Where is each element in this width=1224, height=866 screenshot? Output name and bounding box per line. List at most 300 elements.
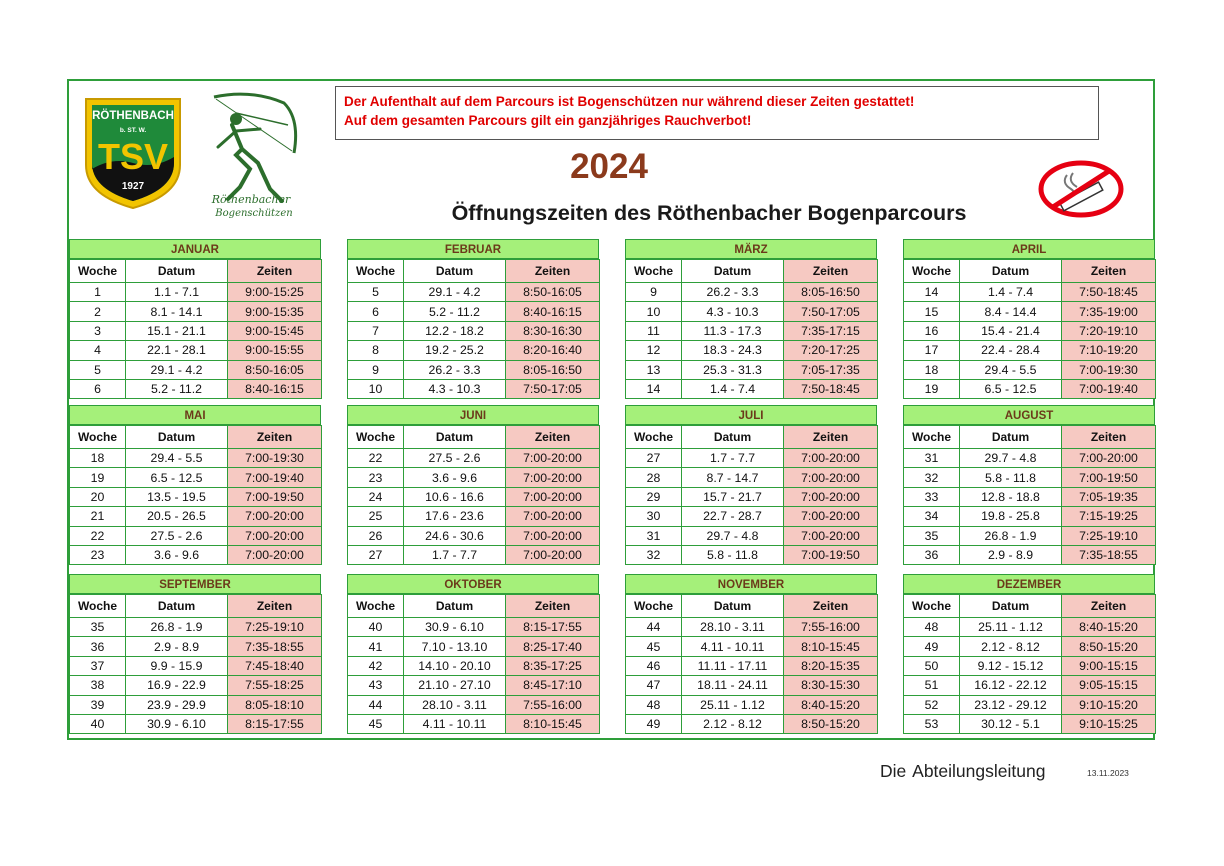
time-cell: 8:40-15:20 bbox=[784, 695, 878, 714]
year-heading: 2024 bbox=[570, 147, 648, 186]
table-row bbox=[904, 341, 1156, 360]
date-header: Datum bbox=[960, 260, 1062, 283]
time-cell: 8:50-15:20 bbox=[784, 714, 878, 733]
week-cell: 49 bbox=[904, 637, 960, 656]
table-header-row bbox=[904, 426, 1156, 449]
month-table bbox=[347, 594, 600, 734]
month-title: OKTOBER bbox=[347, 574, 599, 594]
time-cell: 8:30-16:30 bbox=[506, 321, 600, 340]
time-cell: 7:45-18:40 bbox=[228, 656, 322, 675]
notice-box bbox=[335, 86, 1099, 140]
table-row bbox=[348, 695, 600, 714]
month-block bbox=[347, 405, 599, 565]
week-cell: 16 bbox=[904, 321, 960, 340]
table-header-row bbox=[626, 260, 878, 283]
time-cell: 7:00-20:00 bbox=[506, 526, 600, 545]
time-cell: 7:00-19:40 bbox=[1062, 379, 1156, 398]
time-header: Zeiten bbox=[784, 260, 878, 283]
date-header: Datum bbox=[960, 426, 1062, 449]
svg-text:1927: 1927 bbox=[121, 181, 145, 192]
date-cell: 16.9 - 22.9 bbox=[126, 676, 228, 695]
table-header-row bbox=[626, 426, 878, 449]
time-cell: 7:35-18:55 bbox=[228, 637, 322, 656]
week-cell: 45 bbox=[626, 637, 682, 656]
week-cell: 30 bbox=[626, 507, 682, 526]
table-row bbox=[348, 487, 600, 506]
time-header: Zeiten bbox=[228, 595, 322, 618]
week-cell: 25 bbox=[348, 507, 404, 526]
week-cell: 5 bbox=[70, 360, 126, 379]
month-block bbox=[69, 239, 321, 399]
svg-text:Röthenbacher: Röthenbacher bbox=[211, 193, 291, 206]
date-cell: 2.9 - 8.9 bbox=[126, 637, 228, 656]
week-cell: 49 bbox=[626, 714, 682, 733]
week-cell: 20 bbox=[70, 487, 126, 506]
time-cell: 9:10-15:25 bbox=[1062, 714, 1156, 733]
date-cell: 13.5 - 19.5 bbox=[126, 487, 228, 506]
date-header: Datum bbox=[682, 595, 784, 618]
svg-text:b. ST. W.: b. ST. W. bbox=[119, 127, 147, 134]
table-header-row bbox=[904, 595, 1156, 618]
table-row bbox=[626, 545, 878, 564]
date-cell: 30.9 - 6.10 bbox=[404, 618, 506, 637]
table-row bbox=[348, 283, 600, 302]
time-cell: 8:05-16:50 bbox=[784, 283, 878, 302]
date-cell: 25.11 - 1.12 bbox=[682, 695, 784, 714]
time-cell: 7:10-19:20 bbox=[1062, 341, 1156, 360]
time-cell: 7:25-19:10 bbox=[228, 618, 322, 637]
date-header: Datum bbox=[404, 595, 506, 618]
date-cell: 29.4 - 5.5 bbox=[960, 360, 1062, 379]
week-cell: 37 bbox=[70, 656, 126, 675]
table-row bbox=[904, 637, 1156, 656]
week-cell: 2 bbox=[70, 302, 126, 321]
time-header: Zeiten bbox=[506, 260, 600, 283]
week-cell: 9 bbox=[348, 360, 404, 379]
date-header: Datum bbox=[404, 260, 506, 283]
date-cell: 10.6 - 16.6 bbox=[404, 487, 506, 506]
time-cell: 9:00-15:35 bbox=[228, 302, 322, 321]
time-header: Zeiten bbox=[228, 426, 322, 449]
table-row bbox=[70, 618, 322, 637]
table-row bbox=[904, 618, 1156, 637]
time-cell: 7:55-16:00 bbox=[506, 695, 600, 714]
month-block bbox=[903, 574, 1155, 734]
week-header: Woche bbox=[904, 260, 960, 283]
time-cell: 8:25-17:40 bbox=[506, 637, 600, 656]
date-cell: 1.1 - 7.1 bbox=[126, 283, 228, 302]
week-cell: 52 bbox=[904, 695, 960, 714]
table-row bbox=[904, 449, 1156, 468]
date-cell: 25.3 - 31.3 bbox=[682, 360, 784, 379]
week-cell: 13 bbox=[626, 360, 682, 379]
date-cell: 21.10 - 27.10 bbox=[404, 676, 506, 695]
week-cell: 32 bbox=[904, 468, 960, 487]
week-cell: 8 bbox=[348, 341, 404, 360]
month-table bbox=[69, 594, 322, 734]
week-cell: 6 bbox=[70, 379, 126, 398]
date-cell: 18.3 - 24.3 bbox=[682, 341, 784, 360]
date-cell: 27.5 - 2.6 bbox=[404, 449, 506, 468]
date-cell: 28.10 - 3.11 bbox=[404, 695, 506, 714]
time-cell: 7:00-19:30 bbox=[1062, 360, 1156, 379]
date-cell: 22.4 - 28.4 bbox=[960, 341, 1062, 360]
table-row bbox=[348, 379, 600, 398]
table-row bbox=[626, 379, 878, 398]
week-cell: 41 bbox=[348, 637, 404, 656]
week-header: Woche bbox=[904, 595, 960, 618]
date-header: Datum bbox=[682, 260, 784, 283]
table-row bbox=[348, 656, 600, 675]
table-row bbox=[626, 656, 878, 675]
week-header: Woche bbox=[626, 426, 682, 449]
date-cell: 26.8 - 1.9 bbox=[960, 526, 1062, 545]
week-cell: 10 bbox=[626, 302, 682, 321]
date-cell: 3.6 - 9.6 bbox=[126, 545, 228, 564]
table-row bbox=[70, 360, 322, 379]
date-cell: 29.7 - 4.8 bbox=[960, 449, 1062, 468]
table-row bbox=[904, 676, 1156, 695]
week-cell: 27 bbox=[626, 449, 682, 468]
time-cell: 7:55-18:25 bbox=[228, 676, 322, 695]
date-cell: 27.5 - 2.6 bbox=[126, 526, 228, 545]
date-cell: 5.8 - 11.8 bbox=[682, 545, 784, 564]
table-row bbox=[70, 468, 322, 487]
table-row bbox=[904, 379, 1156, 398]
page-title: Öffnungszeiten des Röthenbacher Bogenparcours bbox=[451, 201, 967, 225]
table-row bbox=[626, 487, 878, 506]
month-title: JUNI bbox=[347, 405, 599, 425]
week-cell: 28 bbox=[626, 468, 682, 487]
date-cell: 29.7 - 4.8 bbox=[682, 526, 784, 545]
date-cell: 1.4 - 7.4 bbox=[682, 379, 784, 398]
time-cell: 7:00-20:00 bbox=[228, 526, 322, 545]
month-block bbox=[625, 574, 877, 734]
month-table bbox=[625, 594, 878, 734]
table-row bbox=[348, 526, 600, 545]
table-row bbox=[70, 379, 322, 398]
table-row bbox=[904, 507, 1156, 526]
table-row bbox=[70, 714, 322, 733]
week-cell: 14 bbox=[626, 379, 682, 398]
table-row bbox=[904, 545, 1156, 564]
week-header: Woche bbox=[70, 260, 126, 283]
date-cell: 25.11 - 1.12 bbox=[960, 618, 1062, 637]
week-header: Woche bbox=[348, 260, 404, 283]
time-cell: 8:40-15:20 bbox=[1062, 618, 1156, 637]
date-cell: 14.10 - 20.10 bbox=[404, 656, 506, 675]
time-cell: 7:00-20:00 bbox=[784, 449, 878, 468]
week-cell: 44 bbox=[348, 695, 404, 714]
week-cell: 44 bbox=[626, 618, 682, 637]
date-cell: 4.3 - 10.3 bbox=[404, 379, 506, 398]
time-cell: 7:05-19:35 bbox=[1062, 487, 1156, 506]
date-cell: 8.1 - 14.1 bbox=[126, 302, 228, 321]
week-cell: 29 bbox=[626, 487, 682, 506]
week-cell: 19 bbox=[70, 468, 126, 487]
signature: Die Abteilungsleitung bbox=[880, 761, 1046, 781]
week-cell: 21 bbox=[70, 507, 126, 526]
month-title: DEZEMBER bbox=[903, 574, 1155, 594]
time-cell: 7:00-19:50 bbox=[228, 487, 322, 506]
table-row bbox=[70, 449, 322, 468]
month-block bbox=[625, 405, 877, 565]
table-row bbox=[626, 449, 878, 468]
month-title: NOVEMBER bbox=[625, 574, 877, 594]
month-title: JANUAR bbox=[69, 239, 321, 259]
month-title: AUGUST bbox=[903, 405, 1155, 425]
date-cell: 3.6 - 9.6 bbox=[404, 468, 506, 487]
time-cell: 8:10-15:45 bbox=[506, 714, 600, 733]
time-cell: 7:00-20:00 bbox=[228, 545, 322, 564]
month-block bbox=[69, 574, 321, 734]
date-cell: 2.9 - 8.9 bbox=[960, 545, 1062, 564]
week-cell: 38 bbox=[70, 676, 126, 695]
time-cell: 8:50-15:20 bbox=[1062, 637, 1156, 656]
week-cell: 5 bbox=[348, 283, 404, 302]
svg-text:RÖTHENBACH: RÖTHENBACH bbox=[92, 110, 174, 122]
week-header: Woche bbox=[348, 595, 404, 618]
date-cell: 28.10 - 3.11 bbox=[682, 618, 784, 637]
date-cell: 26.8 - 1.9 bbox=[126, 618, 228, 637]
date-cell: 2.12 - 8.12 bbox=[960, 637, 1062, 656]
time-cell: 8:15-17:55 bbox=[506, 618, 600, 637]
time-cell: 9:10-15:20 bbox=[1062, 695, 1156, 714]
week-header: Woche bbox=[904, 426, 960, 449]
table-row bbox=[626, 302, 878, 321]
time-cell: 7:55-16:00 bbox=[784, 618, 878, 637]
week-cell: 6 bbox=[348, 302, 404, 321]
date-cell: 5.2 - 11.2 bbox=[404, 302, 506, 321]
week-cell: 31 bbox=[626, 526, 682, 545]
table-row bbox=[70, 545, 322, 564]
table-row bbox=[904, 302, 1156, 321]
date-cell: 15.7 - 21.7 bbox=[682, 487, 784, 506]
month-title: MAI bbox=[69, 405, 321, 425]
date-cell: 23.12 - 29.12 bbox=[960, 695, 1062, 714]
table-row bbox=[348, 545, 600, 564]
table-row bbox=[904, 714, 1156, 733]
table-row bbox=[348, 449, 600, 468]
time-cell: 7:35-18:55 bbox=[1062, 545, 1156, 564]
month-table bbox=[903, 425, 1156, 565]
table-row bbox=[626, 360, 878, 379]
table-row bbox=[904, 321, 1156, 340]
table-row bbox=[904, 695, 1156, 714]
date-cell: 18.11 - 24.11 bbox=[682, 676, 784, 695]
table-row bbox=[70, 321, 322, 340]
time-cell: 7:00-20:00 bbox=[506, 507, 600, 526]
week-cell: 18 bbox=[904, 360, 960, 379]
week-cell: 12 bbox=[626, 341, 682, 360]
time-cell: 7:50-17:05 bbox=[784, 302, 878, 321]
date-cell: 7.10 - 13.10 bbox=[404, 637, 506, 656]
tsv-club-logo bbox=[82, 95, 184, 211]
date-cell: 20.5 - 26.5 bbox=[126, 507, 228, 526]
week-cell: 46 bbox=[626, 656, 682, 675]
time-cell: 8:45-17:10 bbox=[506, 676, 600, 695]
table-row bbox=[626, 507, 878, 526]
date-cell: 30.9 - 6.10 bbox=[126, 714, 228, 733]
time-header: Zeiten bbox=[1062, 426, 1156, 449]
week-cell: 40 bbox=[348, 618, 404, 637]
week-cell: 53 bbox=[904, 714, 960, 733]
date-cell: 2.12 - 8.12 bbox=[682, 714, 784, 733]
table-row bbox=[904, 468, 1156, 487]
date-header: Datum bbox=[682, 426, 784, 449]
table-row bbox=[626, 714, 878, 733]
date-cell: 23.9 - 29.9 bbox=[126, 695, 228, 714]
date-cell: 5.8 - 11.8 bbox=[960, 468, 1062, 487]
month-title: FEBRUAR bbox=[347, 239, 599, 259]
table-row bbox=[70, 283, 322, 302]
time-cell: 7:00-19:40 bbox=[228, 468, 322, 487]
week-cell: 15 bbox=[904, 302, 960, 321]
date-cell: 1.7 - 7.7 bbox=[682, 449, 784, 468]
time-cell: 8:30-15:30 bbox=[784, 676, 878, 695]
week-cell: 45 bbox=[348, 714, 404, 733]
date-cell: 22.1 - 28.1 bbox=[126, 341, 228, 360]
time-cell: 7:35-17:15 bbox=[784, 321, 878, 340]
time-cell: 9:05-15:15 bbox=[1062, 676, 1156, 695]
week-cell: 22 bbox=[70, 526, 126, 545]
date-cell: 26.2 - 3.3 bbox=[404, 360, 506, 379]
table-row bbox=[904, 656, 1156, 675]
date-cell: 26.2 - 3.3 bbox=[682, 283, 784, 302]
table-header-row bbox=[348, 426, 600, 449]
table-header-row bbox=[70, 595, 322, 618]
table-row bbox=[70, 507, 322, 526]
week-cell: 9 bbox=[626, 283, 682, 302]
table-row bbox=[348, 360, 600, 379]
time-header: Zeiten bbox=[506, 595, 600, 618]
date-cell: 15.1 - 21.1 bbox=[126, 321, 228, 340]
month-title: APRIL bbox=[903, 239, 1155, 259]
time-cell: 7:00-20:00 bbox=[784, 487, 878, 506]
table-row bbox=[348, 507, 600, 526]
time-header: Zeiten bbox=[784, 595, 878, 618]
week-cell: 27 bbox=[348, 545, 404, 564]
time-cell: 7:00-20:00 bbox=[1062, 449, 1156, 468]
week-cell: 43 bbox=[348, 676, 404, 695]
time-cell: 9:00-15:25 bbox=[228, 283, 322, 302]
week-cell: 24 bbox=[348, 487, 404, 506]
week-cell: 23 bbox=[348, 468, 404, 487]
header bbox=[69, 81, 1153, 239]
date-cell: 8.4 - 14.4 bbox=[960, 302, 1062, 321]
signature-date: 13.11.2023 bbox=[1087, 768, 1129, 778]
time-cell: 7:00-20:00 bbox=[506, 487, 600, 506]
month-block bbox=[347, 239, 599, 399]
month-title: MÄRZ bbox=[625, 239, 877, 259]
table-header-row bbox=[70, 260, 322, 283]
time-cell: 8:40-16:15 bbox=[228, 379, 322, 398]
time-cell: 8:50-16:05 bbox=[506, 283, 600, 302]
time-cell: 7:00-19:50 bbox=[1062, 468, 1156, 487]
time-header: Zeiten bbox=[1062, 595, 1156, 618]
time-cell: 8:10-15:45 bbox=[784, 637, 878, 656]
week-cell: 18 bbox=[70, 449, 126, 468]
date-cell: 29.1 - 4.2 bbox=[404, 283, 506, 302]
date-cell: 5.2 - 11.2 bbox=[126, 379, 228, 398]
time-cell: 8:35-17:25 bbox=[506, 656, 600, 675]
week-cell: 35 bbox=[70, 618, 126, 637]
date-cell: 24.6 - 30.6 bbox=[404, 526, 506, 545]
time-cell: 7:00-19:30 bbox=[228, 449, 322, 468]
time-cell: 7:25-19:10 bbox=[1062, 526, 1156, 545]
time-cell: 9:00-15:15 bbox=[1062, 656, 1156, 675]
time-cell: 7:00-20:00 bbox=[784, 468, 878, 487]
week-cell: 19 bbox=[904, 379, 960, 398]
table-row bbox=[904, 526, 1156, 545]
table-row bbox=[904, 487, 1156, 506]
date-cell: 15.4 - 21.4 bbox=[960, 321, 1062, 340]
time-cell: 9:00-15:45 bbox=[228, 321, 322, 340]
time-cell: 7:00-20:00 bbox=[784, 507, 878, 526]
date-cell: 1.7 - 7.7 bbox=[404, 545, 506, 564]
date-cell: 9.9 - 15.9 bbox=[126, 656, 228, 675]
week-cell: 7 bbox=[348, 321, 404, 340]
month-block bbox=[903, 239, 1155, 399]
no-smoking-icon bbox=[1037, 159, 1125, 219]
month-table bbox=[625, 425, 878, 565]
date-cell: 12.8 - 18.8 bbox=[960, 487, 1062, 506]
time-cell: 7:00-20:00 bbox=[506, 545, 600, 564]
table-row bbox=[626, 321, 878, 340]
week-cell: 4 bbox=[70, 341, 126, 360]
month-block bbox=[903, 405, 1155, 565]
date-cell: 9.12 - 15.12 bbox=[960, 656, 1062, 675]
months-grid bbox=[69, 239, 1153, 739]
time-cell: 8:20-15:35 bbox=[784, 656, 878, 675]
notice-line-1: Der Aufenthalt auf dem Parcours ist Bogenschützen nur während dieser Zeiten gestattet! bbox=[344, 94, 915, 109]
week-cell: 32 bbox=[626, 545, 682, 564]
week-cell: 51 bbox=[904, 676, 960, 695]
table-row bbox=[70, 676, 322, 695]
month-table bbox=[69, 425, 322, 565]
month-table bbox=[625, 259, 878, 399]
table-row bbox=[626, 468, 878, 487]
week-cell: 14 bbox=[904, 283, 960, 302]
date-cell: 11.3 - 17.3 bbox=[682, 321, 784, 340]
month-table bbox=[903, 594, 1156, 734]
table-row bbox=[348, 341, 600, 360]
time-cell: 7:00-20:00 bbox=[506, 468, 600, 487]
week-cell: 3 bbox=[70, 321, 126, 340]
month-block bbox=[69, 405, 321, 565]
time-cell: 7:20-19:10 bbox=[1062, 321, 1156, 340]
date-cell: 17.6 - 23.6 bbox=[404, 507, 506, 526]
table-row bbox=[348, 637, 600, 656]
table-row bbox=[70, 637, 322, 656]
table-row bbox=[348, 321, 600, 340]
date-cell: 4.11 - 10.11 bbox=[682, 637, 784, 656]
table-row bbox=[70, 487, 322, 506]
table-row bbox=[626, 341, 878, 360]
time-cell: 7:00-20:00 bbox=[228, 507, 322, 526]
schedule-sheet bbox=[67, 79, 1155, 740]
table-row bbox=[348, 302, 600, 321]
time-cell: 7:50-18:45 bbox=[784, 379, 878, 398]
week-cell: 36 bbox=[70, 637, 126, 656]
week-cell: 36 bbox=[904, 545, 960, 564]
week-cell: 48 bbox=[904, 618, 960, 637]
table-header-row bbox=[348, 595, 600, 618]
table-row bbox=[626, 695, 878, 714]
table-row bbox=[70, 341, 322, 360]
week-cell: 33 bbox=[904, 487, 960, 506]
month-title: JULI bbox=[625, 405, 877, 425]
